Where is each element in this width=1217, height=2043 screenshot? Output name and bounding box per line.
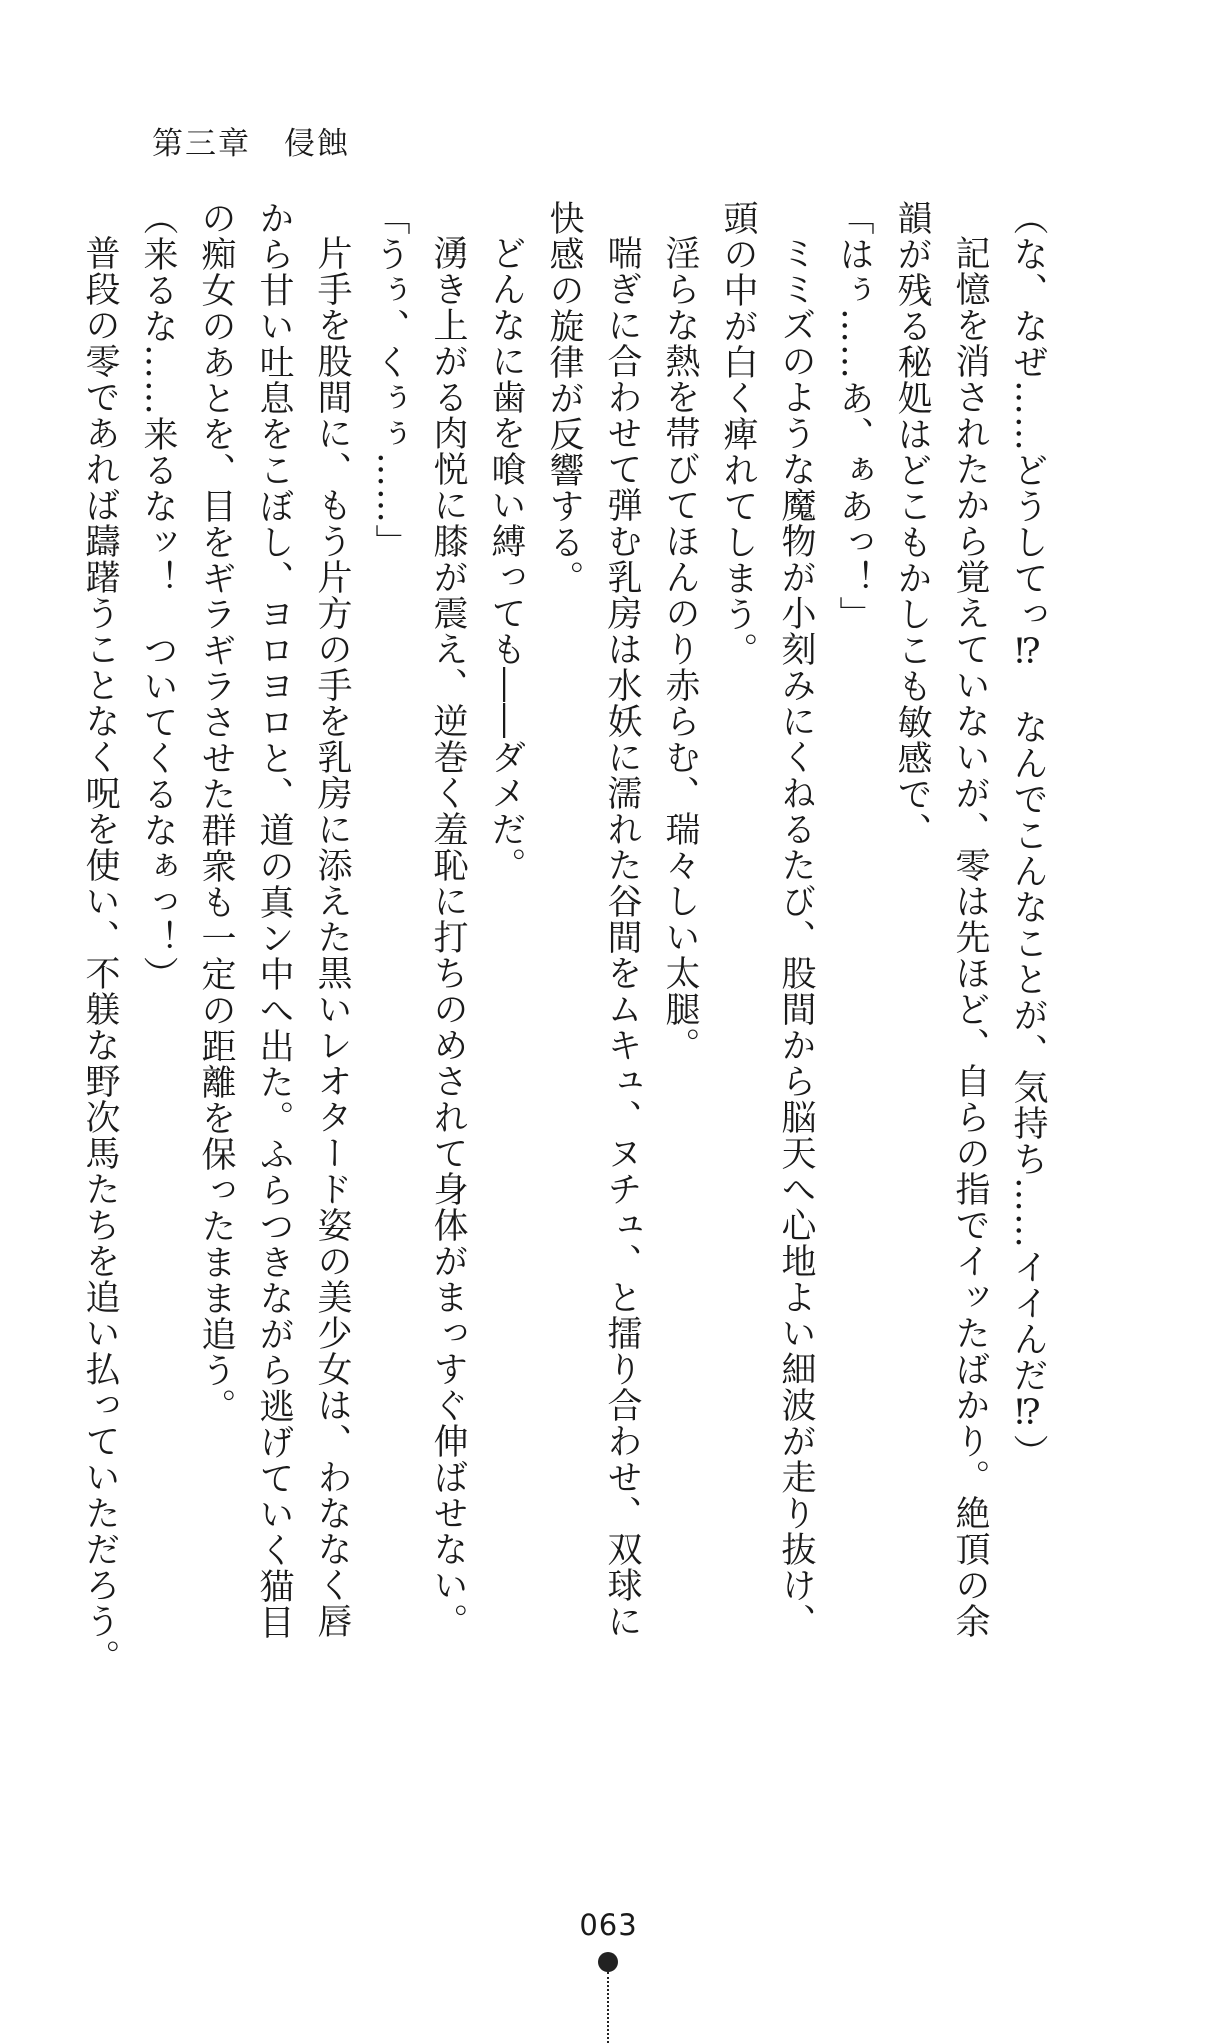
text-line: 淫らな熱を帯びてほんのり赤らむ、瑞々しい太腿。 [660,235,700,1063]
text-line: 喘ぎに合わせて弾む乳房は水妖に濡れた谷間をムキュ、ヌチュ、と擂り合わせ、双球に [602,235,642,1639]
text-line: 快感の旋律が反響する。 [544,200,584,596]
page-marker-line [607,1972,609,2043]
text-line: （来るな……来るなッ！ ついてくるなぁっ！） [138,200,178,992]
text-line: 湧き上がる肉悦に膝が震え、逆巻く羞恥に打ちのめされて身体がまっすぐ伸ばせない。 [428,235,468,1639]
body-text [71,200,1057,1760]
text-line: 韻が残る秘処はどこもかしこも敏感で、 [892,200,932,848]
text-line: 「はぅ……あ、ぁあっ！」 [834,200,874,632]
running-head: 第三章 侵蝕 [152,126,350,162]
text-line: から甘い吐息をこぼし、ヨロヨロと、道の真ン中へ出た。ふらつきながら逃げていく猫目 [254,200,294,1640]
text-line: 頭の中が白く痺れてしまう。 [718,200,758,668]
page-marker-dot [598,1952,618,1972]
text-line: の痴女のあとを、目をギラギラさせた群衆も一定の距離を保ったまま追う。 [196,200,236,1424]
page-number: 063 [579,1908,638,1942]
text-line: 片手を股間に、もう片方の手を乳房に添えた黒いレオタード姿の美少女は、わななく唇 [312,235,352,1639]
text-line: （な、なぜ……どうしてっ⁉ なんでこんなことが、気持ち……イイんだ⁉） [1008,200,1048,1470]
text-line: 「うぅ、くぅぅ……」 [370,200,410,560]
text-line: 記憶を消されたから覚えていないが、零は先ほど、自らの指でイッたばかり。絶頂の余 [950,235,990,1639]
text-line: ミミズのような魔物が小刻みにくねるたび、股間から脳天へ心地よい細波が走り抜け、 [776,235,816,1639]
text-line: 普段の零であれば躊躇うことなく呪を使い、不躾な野次馬たちを追い払っていただろう。 [80,235,120,1675]
text-line: どんなに歯を喰い縛っても――ダメだ。 [486,235,526,883]
